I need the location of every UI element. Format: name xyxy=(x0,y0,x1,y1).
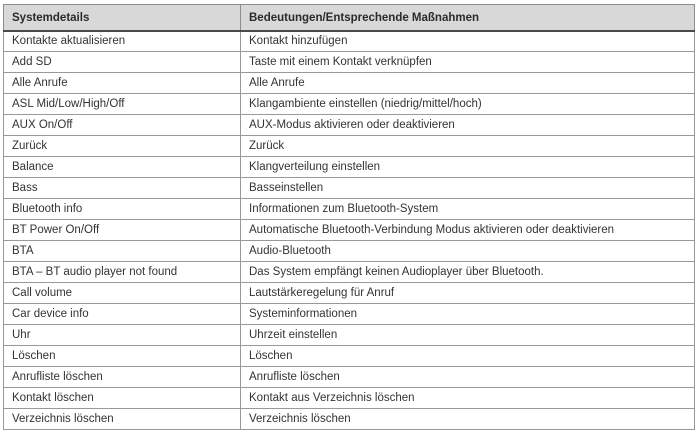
table-cell: Klangambiente einstellen (niedrig/mittel/hoch) xyxy=(241,94,695,115)
table-cell: Zurück xyxy=(4,136,241,157)
table-row xyxy=(4,346,695,367)
table-row xyxy=(4,73,695,94)
table-cell: Lautstärkeregelung für Anruf xyxy=(241,283,695,304)
system-details-table xyxy=(3,4,695,430)
table-cell: Löschen xyxy=(4,346,241,367)
table-row xyxy=(4,325,695,346)
table-cell: Verzeichnis löschen xyxy=(241,409,695,430)
table-cell: Kontakte aktualisieren xyxy=(4,31,241,52)
table-cell: Uhrzeit einstellen xyxy=(241,325,695,346)
table-body xyxy=(4,31,695,430)
table-row xyxy=(4,409,695,430)
table-cell: BTA xyxy=(4,241,241,262)
table-cell: Verzeichnis löschen xyxy=(4,409,241,430)
table-cell: Alle Anrufe xyxy=(4,73,241,94)
table-cell: Bass xyxy=(4,178,241,199)
table-cell: AUX-Modus aktivieren oder deaktivieren xyxy=(241,115,695,136)
table-cell: Call volume xyxy=(4,283,241,304)
table-row xyxy=(4,220,695,241)
table-cell: Balance xyxy=(4,157,241,178)
table-row xyxy=(4,52,695,73)
table-cell: Basseinstellen xyxy=(241,178,695,199)
table-cell: Das System empfängt keinen Audioplayer über Bluetooth. xyxy=(241,262,695,283)
column-header-bedeutungen: Bedeutungen/Entsprechende Maßnahmen xyxy=(241,5,695,31)
table-cell: Alle Anrufe xyxy=(241,73,695,94)
table-cell: Systeminformationen xyxy=(241,304,695,325)
table-cell: BTA – BT audio player not found xyxy=(4,262,241,283)
table-cell: Bluetooth info xyxy=(4,199,241,220)
table-cell: Automatische Bluetooth-Verbindung Modus aktivieren oder deaktivieren xyxy=(241,220,695,241)
table-row xyxy=(4,262,695,283)
table-row xyxy=(4,241,695,262)
table-row xyxy=(4,136,695,157)
table-cell: Uhr xyxy=(4,325,241,346)
table-cell: Taste mit einem Kontakt verknüpfen xyxy=(241,52,695,73)
table-row xyxy=(4,178,695,199)
table-cell: Kontakt löschen xyxy=(4,388,241,409)
table-cell: Anrufliste löschen xyxy=(241,367,695,388)
table-row xyxy=(4,388,695,409)
table-cell: AUX On/Off xyxy=(4,115,241,136)
table-cell: Kontakt aus Verzeichnis löschen xyxy=(241,388,695,409)
table-cell: Kontakt hinzufügen xyxy=(241,31,695,52)
table-row xyxy=(4,283,695,304)
table-row xyxy=(4,157,695,178)
table-cell: Car device info xyxy=(4,304,241,325)
table-cell: Informationen zum Bluetooth-System xyxy=(241,199,695,220)
table-cell: Klangverteilung einstellen xyxy=(241,157,695,178)
table-cell: Anrufliste löschen xyxy=(4,367,241,388)
table-row xyxy=(4,115,695,136)
table-cell: ASL Mid/Low/High/Off xyxy=(4,94,241,115)
table-cell: Audio-Bluetooth xyxy=(241,241,695,262)
table-row xyxy=(4,199,695,220)
table-cell: BT Power On/Off xyxy=(4,220,241,241)
column-header-systemdetails: Systemdetails xyxy=(4,5,241,31)
table-row xyxy=(4,31,695,52)
table-row xyxy=(4,94,695,115)
table-header-row xyxy=(4,5,695,31)
table-cell: Add SD xyxy=(4,52,241,73)
table-cell: Löschen xyxy=(241,346,695,367)
table-row xyxy=(4,367,695,388)
table-cell: Zurück xyxy=(241,136,695,157)
table-row xyxy=(4,304,695,325)
